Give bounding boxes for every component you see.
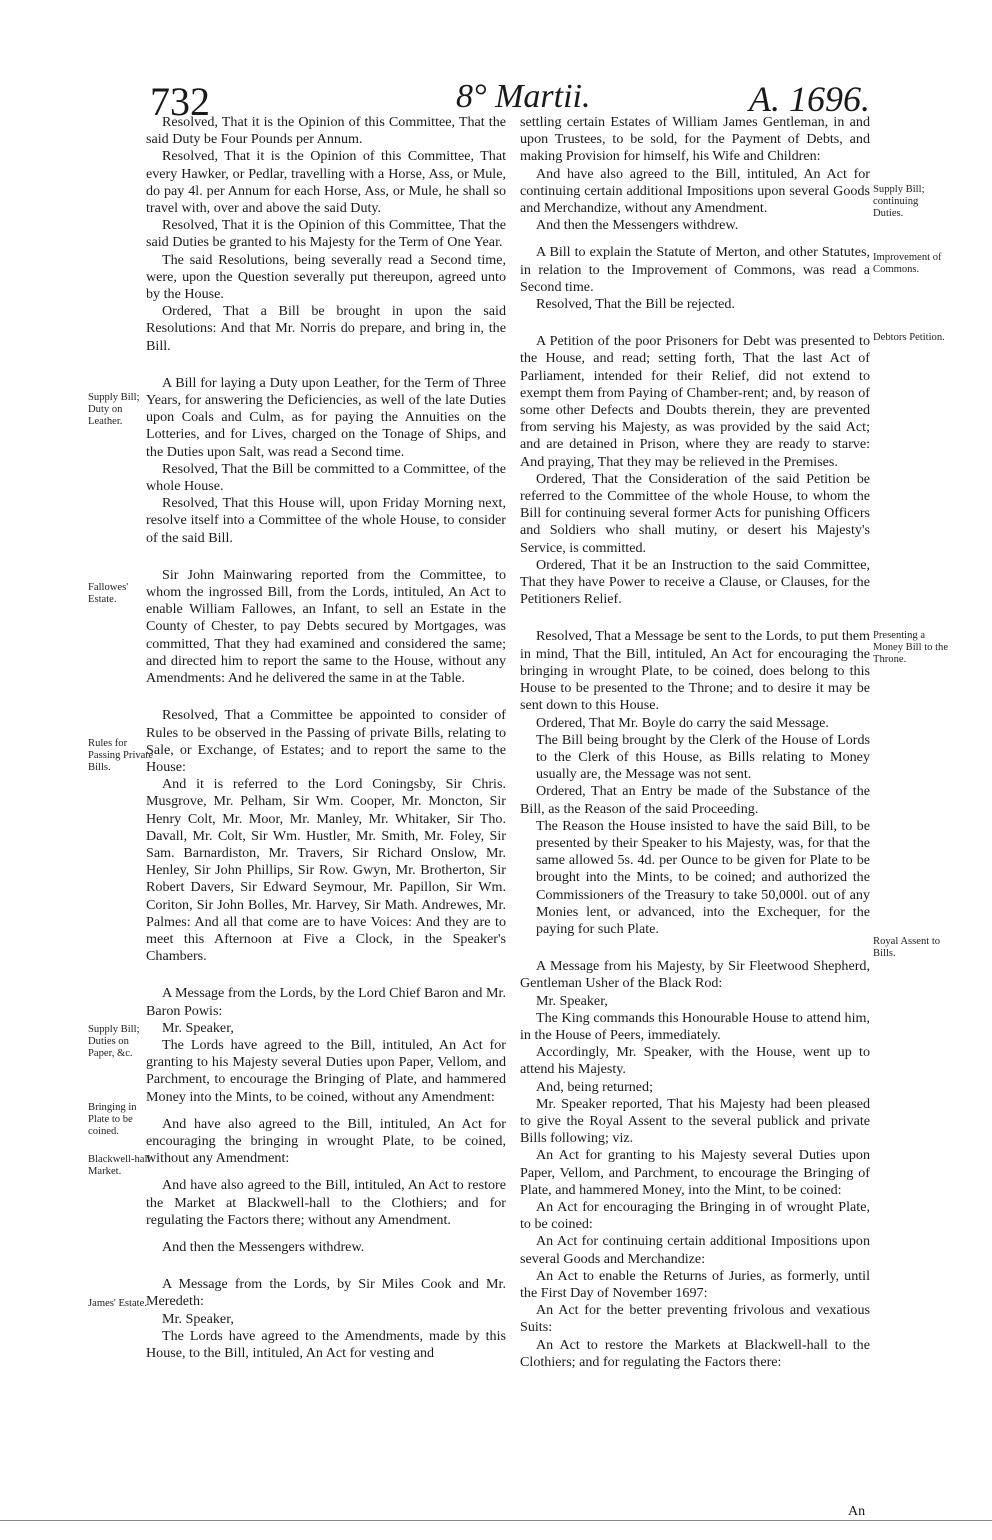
margin-note: Bringing in Plate to be coined. — [88, 1102, 137, 1137]
paragraph: Resolved, That this House will, upon Friday Morning next, resolve itself into a Committee of the whole House, to consider of the said Bill. — [146, 495, 506, 546]
paragraph: Accordingly, Mr. Speaker, with the House, went up to attend his Majesty. — [520, 1044, 870, 1078]
paragraph: Resolved, That a Message be sent to the Lords, to put them in mind, That the Bill, intituled, An Act for encouraging the bringing in wrought Plate, to be coined, does belong to this House to be presented to the Throne; and to desire it may be sent down to this House. — [520, 628, 870, 714]
paragraph: An Act for encouraging the Bringing in of wrought Plate, to be coined: — [520, 1198, 870, 1233]
paragraph: And then the Messengers withdrew. — [162, 1238, 365, 1255]
paragraph: The Lords have agreed to the Bill, intituled, An Act for granting to his Majesty several Duties upon Paper, Vellom, and Parchment, to encourage the Bringing of Plate, and hammered Money into the Mints, to be coined, without any Amendment: — [146, 1036, 506, 1105]
right-column — [520, 114, 870, 1371]
paragraph: The Lords have agreed to the Amendments, made by this House, to the Bill, intituled, An Act for vesting and — [146, 1327, 506, 1361]
paragraph: The King commands this Honourable House to attend him, in the House of Peers, immediately. — [520, 1009, 870, 1043]
margin-note: Fallowes' Estate. — [88, 582, 129, 605]
paragraph: Ordered, That a Bill be brought in upon the said Resolutions: And that Mr. Norris do prepare, and bring in, the Bill. — [146, 303, 506, 354]
catchword: An — [848, 1504, 866, 1519]
margin-note: Supply Bill; Duties on Paper, &c. — [88, 1024, 140, 1059]
paragraph: The Bill being brought by the Clerk of the House of Lords to the Clerk of this House, as Bills relating to Money usually are, the Message was not sent. — [536, 731, 870, 783]
paragraph: Mr. Speaker reported, That his Majesty had been pleased to give the Royal Assent to the several publick and private Bills following; viz. — [520, 1095, 870, 1147]
paragraph: The Reason the House insisted to have the said Bill, to be presented by their Speaker to his Majesty, was, for that the same allowed 5s. 4d. per Ounce to be given for Plate to be brought into the Mints, to be coined; and authorized the Commissioners of the Treasury to take 50,000l. out of any Monies lent, or advanced, into the Exchequer, for the paying for such Plate. — [536, 817, 870, 937]
paragraph: Mr. Speaker, — [162, 1019, 234, 1036]
paragraph: Resolved, That the Bill be committed to a Committee, of the whole House. — [146, 460, 506, 495]
paragraph: And it is referred to the Lord Coningsby, Sir Chris. Musgrove, Mr. Pelham, Sir Wm. Cooper, Mr. Moncton, Sir Henry Colt, Mr. Moor, Mr. Manley, Mr. Whitaker, Sir Tho. Davall, Mr. Colt, Sir Wm. Hustler, Mr. Smith, Mr. Foley, Sir Sam. Barnardiston, Mr. Travers, Sir Richard Onslow, Mr. Henley, Sir John Phillips, Sir Row. Gwyn, Mr. Brotherton, Sir Robert Davers, Sir Edward Seymour, Mr. Papillon, Sir Wm. Coriton, Sir John Bolles, Mr. Harvey, Sir Math. Andrewes, Mr. Palmes: And all that come are to have Voices: And they are to meet this Afternoon at Five a Clock, in the Speaker's Chambers. — [146, 776, 506, 965]
paragraph: Mr. Speaker, — [536, 992, 608, 1009]
paragraph: Resolved, That a Committee be appointed to consider of Rules to be observed in the Passing of private Bills, relating to Sale, or Exchange, of Estates; and to report the same to the House: — [146, 707, 506, 775]
paragraph: And then the Messengers withdrew. — [536, 217, 739, 234]
page-number: 732 — [150, 79, 210, 124]
bottom-rule — [0, 1520, 992, 1521]
paragraph: And have also agreed to the Bill, intituled, An Act for continuing certain additional Impositions upon several Goods and Merchandize, without any Amendment. — [520, 165, 870, 217]
margin-note: Supply Bill; Duty on Leather. — [88, 392, 140, 427]
paragraph: An Act for the better preventing frivolous and vexatious Suits: — [520, 1302, 870, 1336]
paragraph: An Act to enable the Returns of Juries, as formerly, until the First Day of November 1697: — [520, 1267, 870, 1301]
paragraph: An Act for continuing certain additional Impositions upon several Goods and Merchandize: — [520, 1233, 870, 1267]
paragraph: Resolved, That it is the Opinion of this Committee, That the said Duties be granted to his Majesty for the Term of One Year. — [146, 217, 506, 251]
margin-note: Supply Bill; continuing Duties. — [873, 184, 925, 219]
paragraph: A Message from the Lords, by the Lord Chief Baron and Mr. Baron Powis: — [146, 985, 506, 1019]
paragraph: Resolved, That it is the Opinion of this Committee, That every Hawker, or Pedlar, travelling with a Horse, Ass, or Mule, do pay 4l. per Annum for each Horse, Ass, or Mule, he shall so travel with, over and above the said Duty. — [146, 148, 506, 217]
paragraph: Resolved, That the Bill be rejected. — [536, 296, 735, 313]
paragraph: Mr. Speaker, — [162, 1310, 234, 1327]
margin-note: Improvement of Commons. — [873, 252, 942, 275]
paragraph: Resolved, That it is the Opinion of this Committee, That the said Duty be Four Pounds per Annum. — [146, 114, 506, 148]
paragraph: Sir John Mainwaring reported from the Committee, to whom the ingrossed Bill, from the Lords, intituled, An Act to enable William Fallowes, an Infant, to sell an Estate in the County of Chester, to pay Debts secured by Mortgages, was committed, That they had examined and considered the same; and directed him to report the same to the House, without any Amendments: And he delivered the same in at the Table. — [146, 566, 506, 687]
paragraph: The said Resolutions, being severally read a Second time, were, upon the Question severally put thereupon, agreed unto by the House. — [146, 251, 506, 303]
paragraph: A Message from his Majesty, by Sir Fleetwood Shepherd, Gentleman Usher of the Black Rod: — [520, 958, 870, 992]
paragraph: settling certain Estates of William James Gentleman, in and upon Trustees, to be sold, for the Payment of Debts, and making Provision for himself, his Wife and Children: — [520, 114, 870, 165]
paragraph: And have also agreed to the Bill, intituled, An Act for encouraging the bringing in wrought Plate, to be coined, without any Amendment: — [146, 1115, 506, 1167]
paragraph: Ordered, That an Entry be made of the Substance of the Bill, as the Reason of the said Proceeding. — [520, 783, 870, 817]
margin-note: Rules for Passing Private Bills. — [88, 738, 154, 773]
paragraph: Ordered, That it be an Instruction to the said Committee, That they have Power to receive a Clause, or Clauses, for the Petitioners Relief. — [520, 556, 870, 608]
paragraph: Ordered, That the Consideration of the said Petition be referred to the Committee of the whole House, to whom the Bill for continuing several former Acts for punishing Officers and Soldiers who shall mutiny, or desert his Majesty's Service, is committed. — [520, 470, 870, 556]
page-date: 8° Martii. — [456, 78, 591, 115]
paragraph: And, being returned; — [536, 1078, 654, 1095]
paragraph: Ordered, That Mr. Boyle do carry the said Message. — [536, 714, 829, 731]
page-year: A. 1696. — [749, 79, 870, 119]
paragraph: An Act for granting to his Majesty several Duties upon Paper, Vellom, and Parchment, to encourage the Bringing of Plate, and hammered Money, into the Mint, to be coined: — [520, 1147, 870, 1198]
paragraph: A Petition of the poor Prisoners for Debt was presented to the House, and read; setting forth, That the last Act of Parliament, intended for their Relief, did not extend to exempt them from Paying of Chamber-rent; and, by reason of some other Defects and Doubts therein, they are prevented from serving his Majesty, as was provided by the said Act; and are detained in Prison, where they are ready to starve: And praying, That they may be relieved in the Premises. — [520, 333, 870, 470]
paragraph: An Act to restore the Markets at Blackwell-hall to the Clothiers; and for regulating the Factors there: — [520, 1336, 870, 1370]
margin-note: Blackwell-hall Market. — [88, 1154, 151, 1177]
paragraph: A Message from the Lords, by Sir Miles Cook and Mr. Meredeth: — [146, 1276, 506, 1310]
margin-note: Presenting a Money Bill to the Throne. — [873, 630, 949, 665]
left-column — [146, 114, 506, 1362]
margin-note: James' Estate. — [88, 1298, 147, 1309]
margin-note: Royal Assent to Bills. — [873, 936, 941, 959]
margin-note: Debtors Petition. — [873, 332, 945, 343]
paragraph: A Bill for laying a Duty upon Leather, for the Term of Three Years, for answering the Deficiencies, as well of the late Duties upon Coals and Culm, as for paying the Annuities on the Lotteries, and for Lives, charged on the Tonage of Ships, and the Duties upon Salt, was read a Second time. — [146, 374, 506, 460]
paragraph: A Bill to explain the Statute of Merton, and other Statutes, in relation to the Improvement of Commons, was read a Second time. — [520, 244, 870, 295]
paragraph: And have also agreed to the Bill, intituled, An Act to restore the Market at Blackwell-hall to the Clothiers; and for regulating the Factors there; without any Amendment. — [146, 1177, 506, 1228]
